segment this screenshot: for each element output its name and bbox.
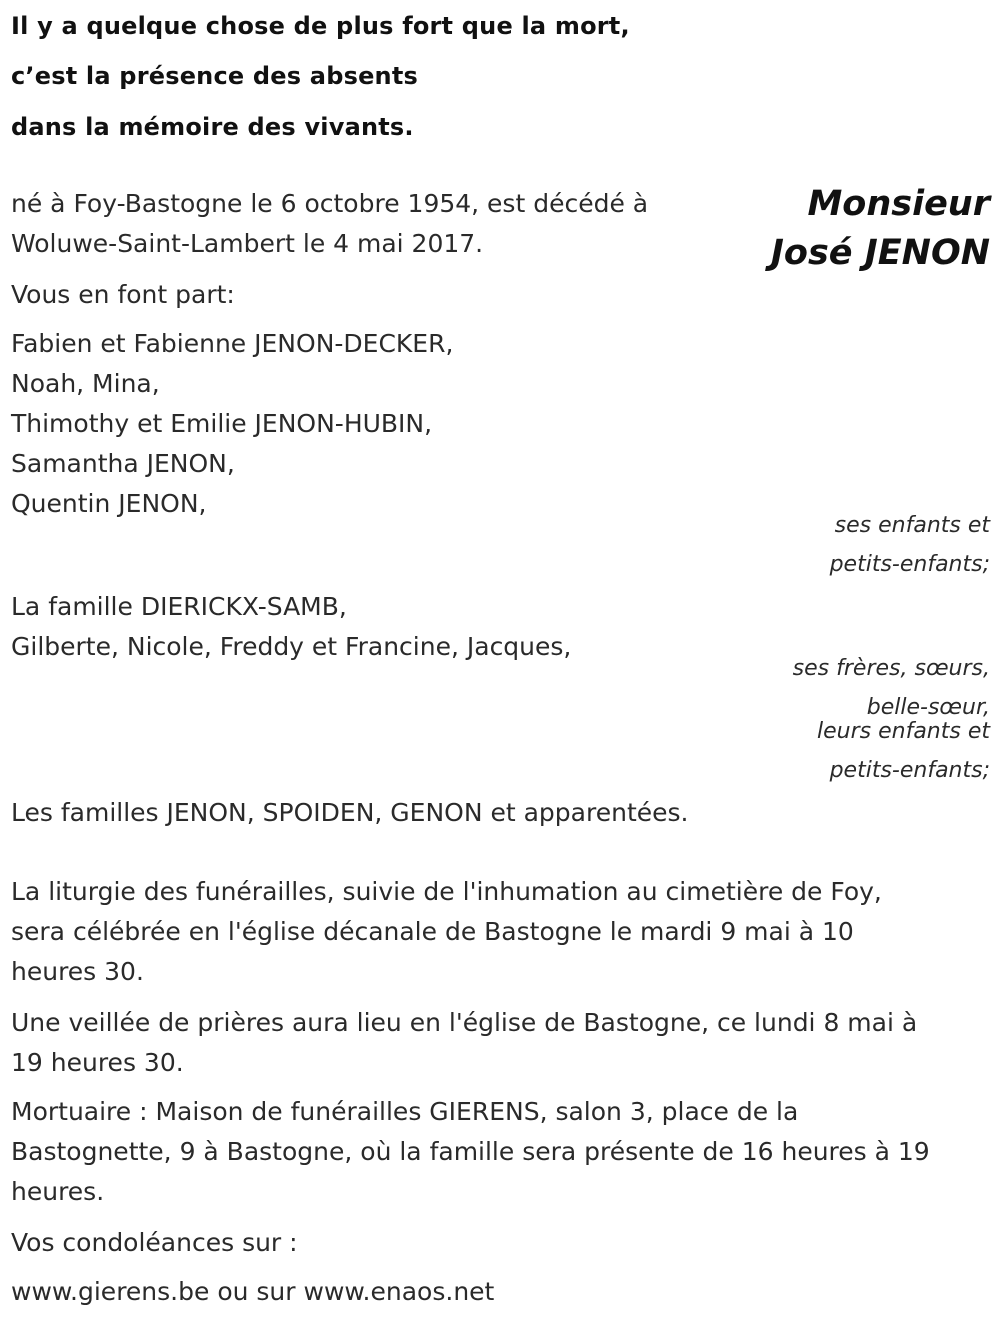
enaos-link[interactable]: www.enaos.net — [303, 1277, 495, 1306]
siblings-role-line: petits-enfants; — [829, 758, 990, 783]
vigil-line: Une veillée de prières aura lieu en l'église de Bastogne, ce lundi 8 mai à — [11, 1008, 918, 1037]
children-role-line: petits-enfants; — [829, 552, 990, 577]
mortuary-line: Bastognette, 9 à Bastogne, où la famille sera présente de 16 heures à 19 — [11, 1137, 930, 1166]
quote-line-1: Il y a quelque chose de plus fort que la mort, — [11, 12, 630, 40]
condolences-label: Vos condoléances sur : — [11, 1228, 298, 1257]
announce-text: Vous en font part: — [11, 280, 235, 309]
liturgy-line: heures 30. — [11, 957, 144, 986]
siblings-role-line: belle-sœur, — [866, 695, 990, 720]
birth-death-line-1: né à Foy-Bastogne le 6 octobre 1954, est décédé à — [11, 189, 649, 218]
liturgy-line: sera célébrée en l'église décanale de Bastogne le mardi 9 mai à 10 — [11, 917, 854, 946]
deceased-name: José JENON — [770, 233, 990, 273]
siblings-line: La famille DIERICKX-SAMB, — [11, 592, 347, 621]
siblings-role-line: ses frères, sœurs, — [792, 656, 990, 681]
children-line: Quentin JENON, — [11, 489, 207, 518]
children-role-line: ses enfants et — [834, 513, 990, 538]
children-line: Samantha JENON, — [11, 449, 235, 478]
mortuary-line: Mortuaire : Maison de funérailles GIERENS, salon 3, place de la — [11, 1097, 799, 1126]
quote-line-2: c’est la présence des absents — [11, 62, 418, 90]
mortuary-line: heures. — [11, 1177, 105, 1206]
siblings-line: Gilberte, Nicole, Freddy et Francine, Jacques, — [11, 632, 572, 661]
quote-line-3: dans la mémoire des vivants. — [11, 113, 414, 141]
condolences-links — [11, 1277, 494, 1306]
children-line: Thimothy et Emilie JENON-HUBIN, — [11, 409, 433, 438]
gierens-link[interactable]: www.gierens.be — [11, 1277, 210, 1306]
children-line: Fabien et Fabienne JENON-DECKER, — [11, 329, 454, 358]
vigil-line: 19 heures 30. — [11, 1048, 184, 1077]
families-text: Les familles JENON, SPOIDEN, GENON et apparentées. — [11, 798, 689, 827]
liturgy-line: La liturgie des funérailles, suivie de l'inhumation au cimetière de Foy, — [11, 877, 882, 906]
siblings-role-line: leurs enfants et — [817, 719, 990, 744]
deceased-title: Monsieur — [807, 184, 990, 224]
birth-death-line-2: Woluwe-Saint-Lambert le 4 mai 2017. — [11, 229, 484, 258]
children-line: Noah, Mina, — [11, 369, 160, 398]
condolences-separator: ou sur — [209, 1277, 304, 1306]
